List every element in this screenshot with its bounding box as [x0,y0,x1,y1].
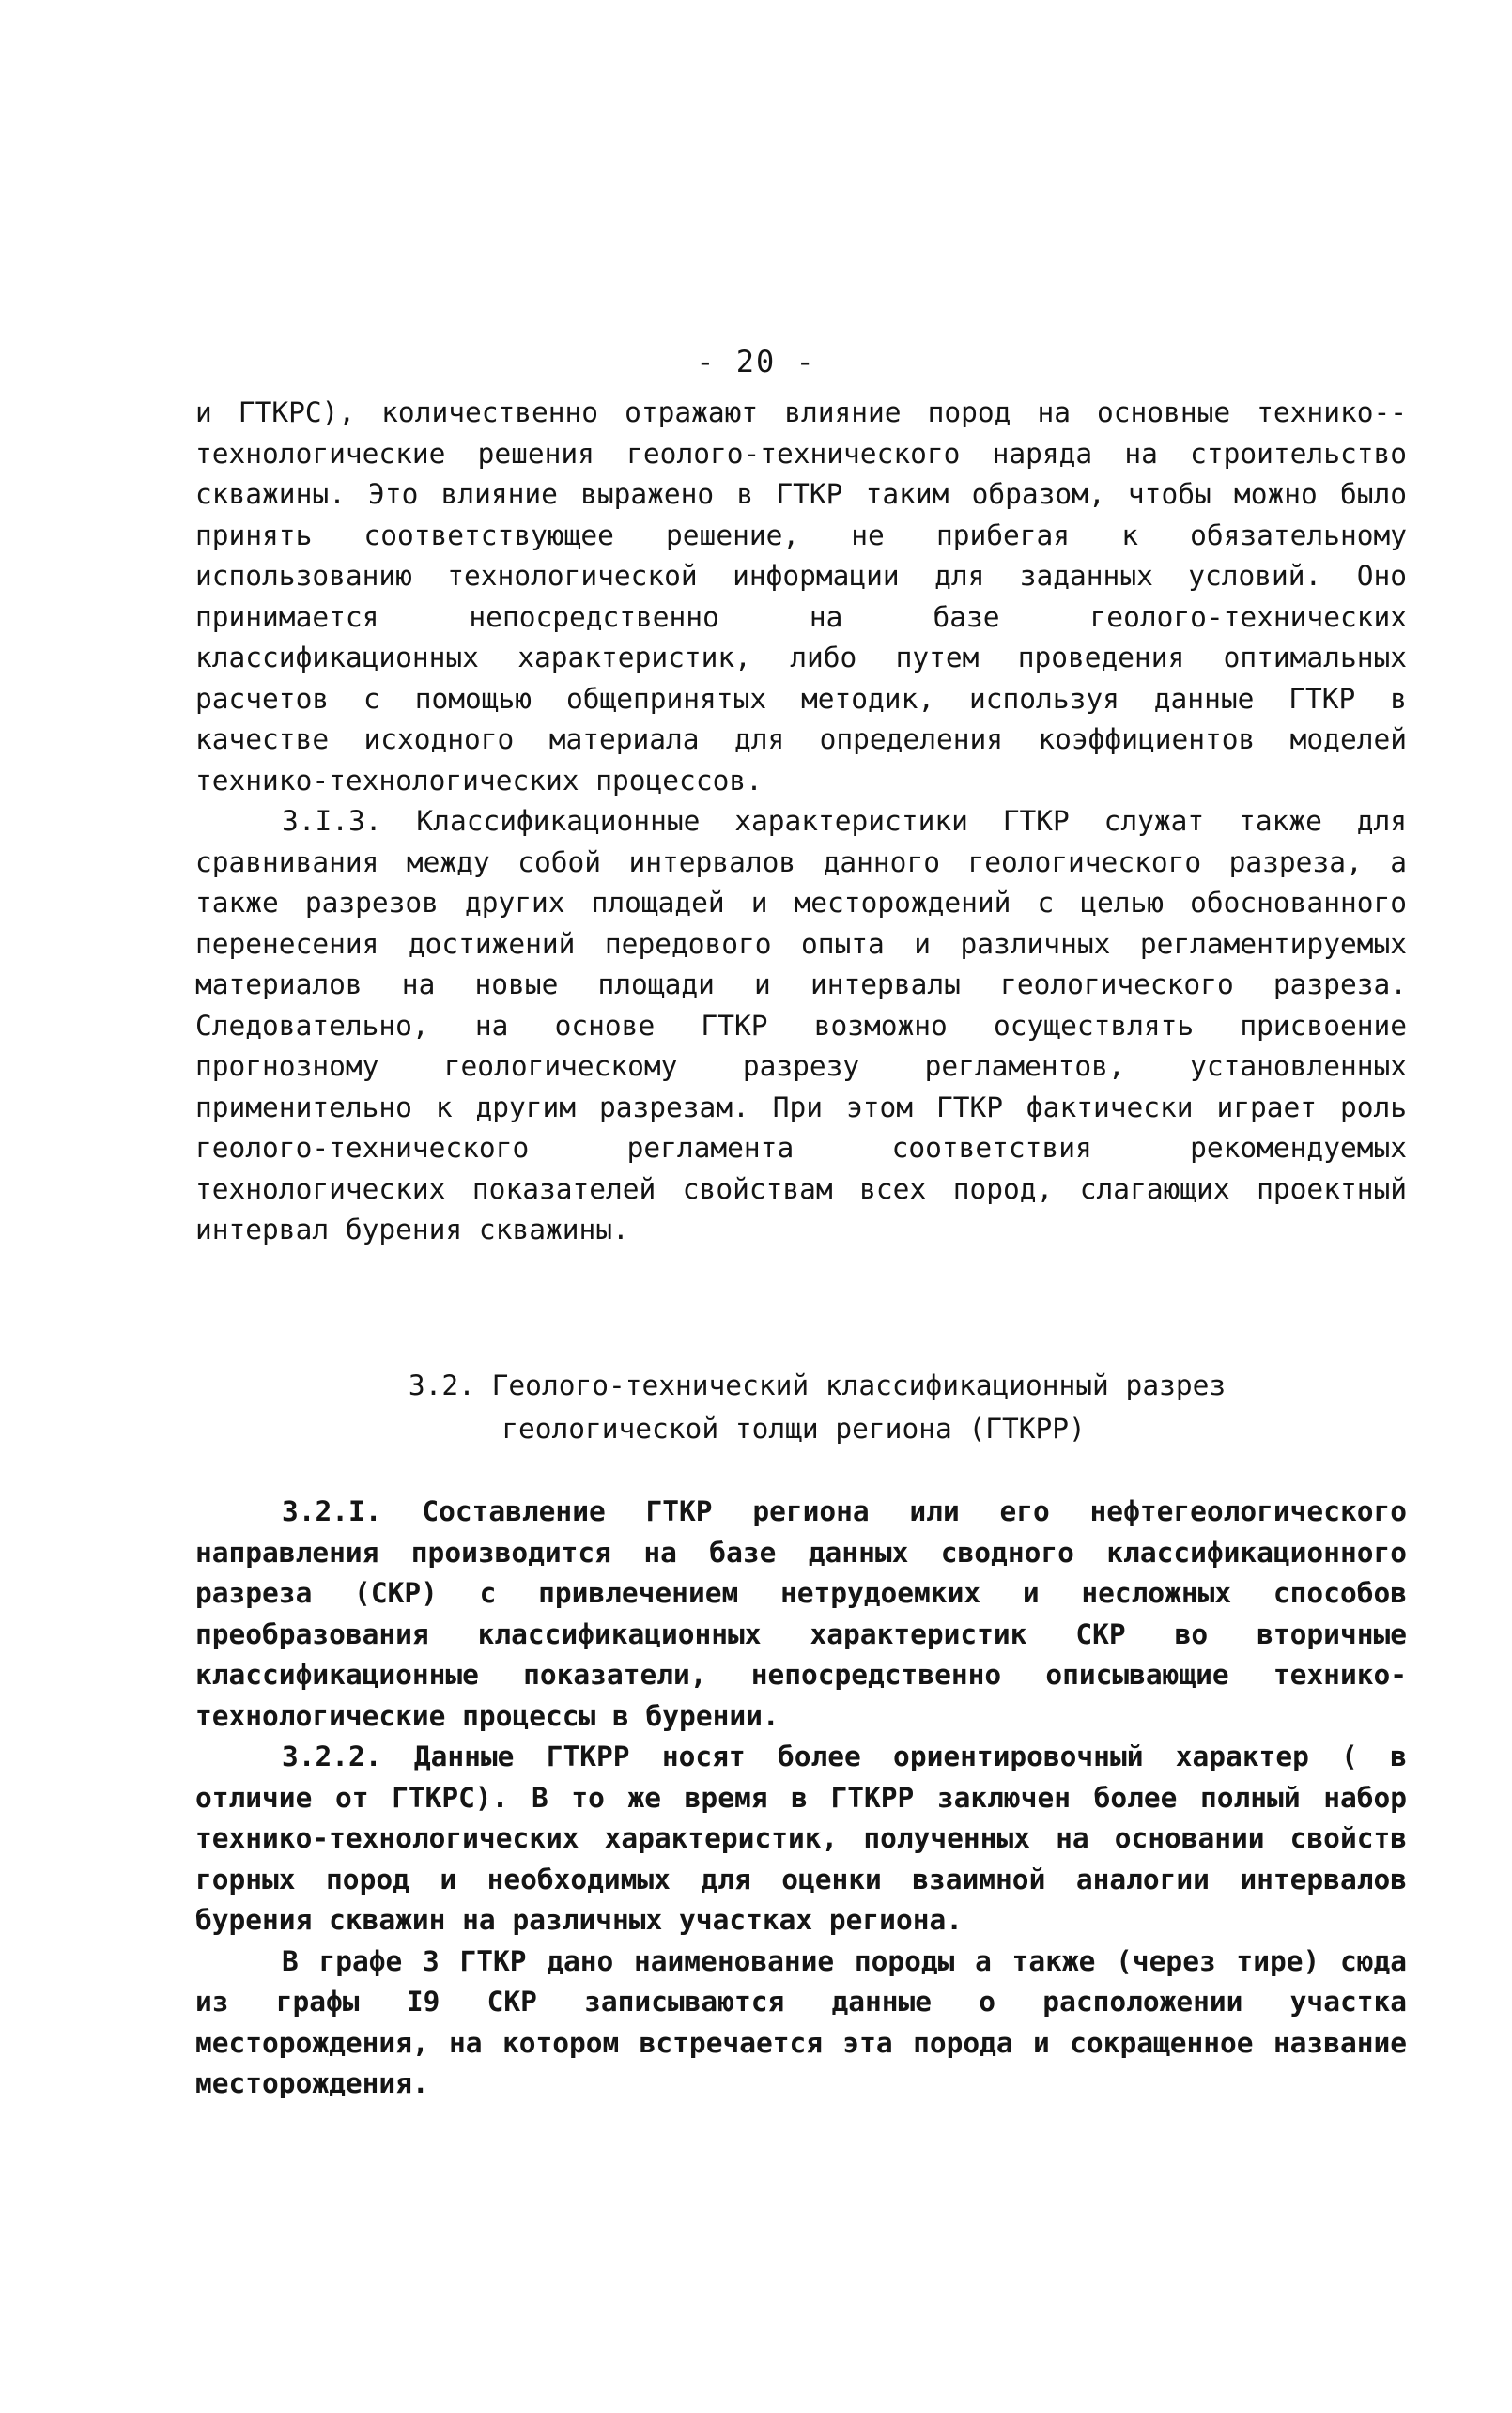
section-heading-3-2 [0,1364,1512,1450]
paragraph-3-2-2: 3.2.2. Данные ГТКРР носят более ориентировочный характер ( в отличие от ГТКРС). В то же время в ГТКРР заключен более полный набор технико-технологических характеристик, полученных на основании свойств горных пород и необходимых для оценки взаимной аналогии интервалов бурения скважин на различных участках региона. [195,1740,1407,1936]
section-heading-line-1: 3.2. Геолого-технический классификационный разрез [408,1369,1227,1401]
paragraph-3-2-1: 3.2.I. Составление ГТКР региона или его нефтегеологического направления производится на базе данных сводного классификационного разреза (СКР) с привлечением нетрудоемких и несложных способов преобразования классификационных характеристик СКР во вторичные классификационные показатели, непосредственно описывающие технико- технологические процессы в бурении. [195,1495,1407,1732]
section-heading-line-2: геологической толщи региона (ГТКРР) [501,1413,1086,1445]
body-text-bottom [195,1492,1407,2105]
body-text-top [195,393,1407,1251]
paragraph-grafa-3: В графе 3 ГТКР дано наименование породы а также (через тире) сюда из графы I9 СКР записываются данные о расположении участка месторождения, на котором встречается эта порода и сокращенное название месторождения. [195,1944,1407,2099]
paragraph-continuation: и ГТКРС), количественно отражают влияние пород на основные технико--технологические решения геолого-технического наряда на строительство скважины. Это влияние выражено в ГТКР таким образом, чтобы можно было принять соответствующее решение, не прибегая к обязательному использованию технологической информации для заданных условий. Оно принимается непосредственно на базе геолого-технических классификационных характеристик, либо путем проведения оптимальных расчетов с помощью общепринятых методик, используя данные ГТКР в качестве исходного материала для определения коэффициентов моделей технико-технологических процессов. [195,396,1407,797]
page-number: - 20 - [696,344,816,379]
paragraph-3-1-3: 3.I.3. Классификационные характеристики ГТКР служат также для сравнивания между собой интервалов данного геологического разреза, а также разрезов других площадей и месторождений с целью обоснованного перенесения достижений передового опыта и различных регламентируемых материалов на новые площади и интервалы геологического разреза. Следовательно, на основе ГТКР возможно осуществлять присвоение прогнозному геологическому разрезу регламентов, установленных применительно к другим разрезам. При этом ГТКР фактически играет роль геолого-технического регламента соответствия рекомендуемых технологических показателей свойствам всех пород, слагающих проектный интервал бурения скважины. [195,805,1407,1245]
